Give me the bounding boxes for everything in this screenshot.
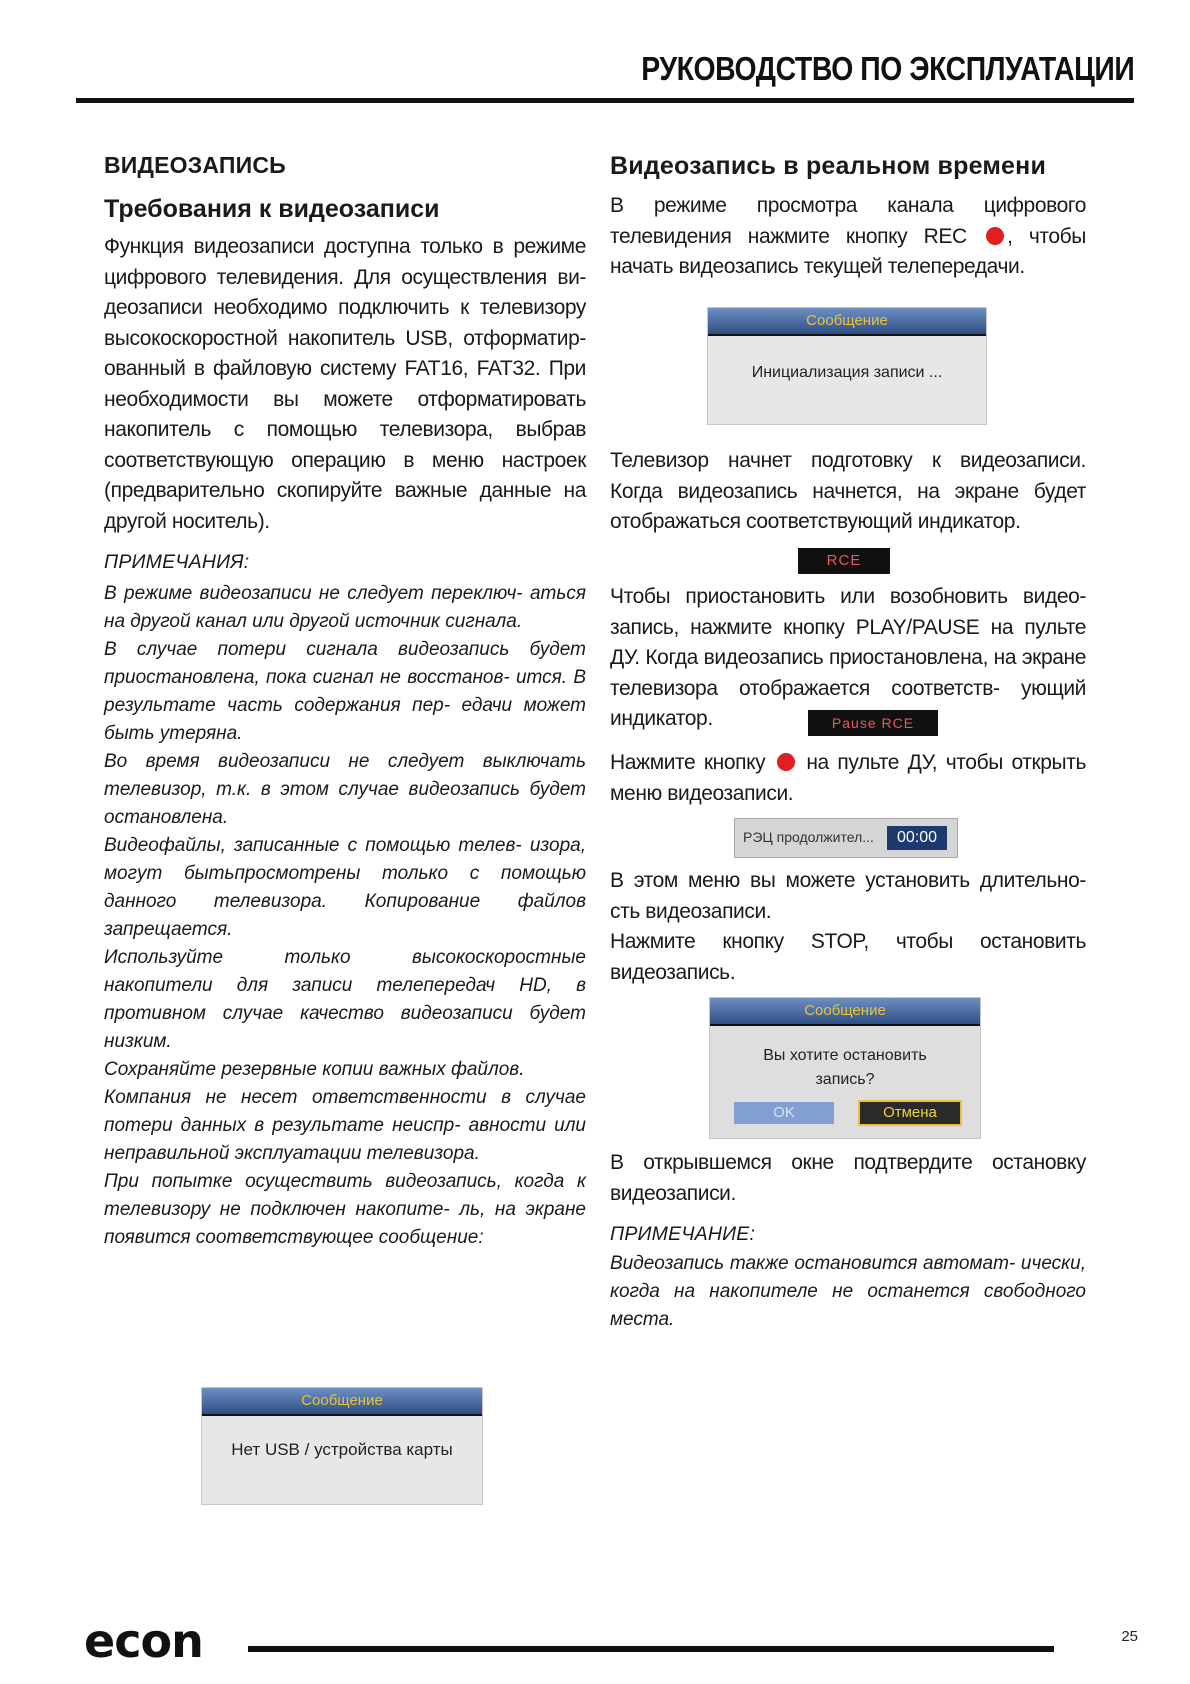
cancel-button[interactable]: Отмена xyxy=(858,1100,962,1126)
econ-logo: econ xyxy=(84,1614,203,1668)
document-title: РУКОВОДСТВО ПО ЭКСПЛУАТАЦИИ xyxy=(640,50,1134,87)
notes-list xyxy=(104,580,586,1252)
left-column xyxy=(104,152,586,1252)
note-item: При попытке осуществить видеозапись, когда к телевизору не подключен накопите- ль, на экране появится соответствующее сообщение: xyxy=(104,1171,586,1248)
note-item: Компания не несет ответственности в случае потери данных в результате неиспр- авности или неправильной эксплуатации телевизора. xyxy=(104,1087,586,1164)
page-number: 25 xyxy=(1121,1628,1138,1645)
note-item: Во время видеозаписи не следует выключать телевизор, т.к. в этом случае видеозапись будет остановлена. xyxy=(104,751,586,828)
stop-recording-dialog xyxy=(710,998,980,1138)
record-button-icon xyxy=(777,753,795,771)
rec-indicator: RCE xyxy=(798,548,890,574)
note-heading: ПРИМЕЧАНИЕ: xyxy=(610,1223,756,1245)
note-item: В случае потери сигнала видеозапись будет приостановлена, пока сигнал не восстанов- ится. В результате часть содержания пер- едачи может быть утеряна. xyxy=(104,639,586,744)
confirm-paragraph: В открывшемся окне подтвердите остановку видеозаписи. xyxy=(610,1151,1086,1205)
no-usb-dialog xyxy=(202,1388,482,1504)
duration-label: РЭЦ продолжител... xyxy=(743,829,874,845)
note-item: Используйте только высокоскоростные накопители для записи телепередач HD, в противном случае качество видеозаписи будет низким. xyxy=(104,947,586,1052)
dialog-title: Сообщение xyxy=(708,308,986,336)
prepare-paragraph: Телевизор начнет подготовку к видеозаписи. Когда видеозапись начнется, на экране будет отображаться соответствующий индикатор. xyxy=(610,449,1086,533)
notes-heading: ПРИМЕЧАНИЯ: xyxy=(104,551,250,573)
footer-rule xyxy=(248,1646,1054,1652)
dialog-message: Нет USB / устройства карты xyxy=(231,1440,453,1459)
menu-text-end: на пульте ДУ, чтобы открыть меню видеозаписи. xyxy=(610,751,1086,805)
dialog-title: Сообщение xyxy=(710,998,980,1026)
note-item: В режиме видеозаписи не следует переключ- аться на другой канал или другой источник сигнала. xyxy=(104,583,586,632)
right-column xyxy=(610,152,1086,283)
note-item: Сохраняйте резервные копии важных файлов. xyxy=(104,1059,525,1080)
right-column-part4 xyxy=(610,748,1086,809)
right-column-part5 xyxy=(610,866,1086,988)
requirements-paragraph: Функция видеозаписи доступна только в режиме цифрового телевидения. Для осуществления ви- деозаписи необходимо подключить к телевизору высокоскоростной накопитель USB, отформатир- ованный в файловую систему FAT16, FAT32. При необходимости вы можете отформатировать накопитель с помощью телевизора, выбрав соответствующую операцию в меню настроек (предварительно скопируйте важные данные на другой носитель). xyxy=(104,235,586,533)
menu-paragraph xyxy=(610,748,1086,809)
duration-value[interactable]: 00:00 xyxy=(887,826,947,850)
note-item: Видеофайлы, записанные с помощью телев- изора, могут бытьпросмотрены только с помощью данного телевизора. Копирование файлов запрещается. xyxy=(104,835,586,940)
rec-paragraph xyxy=(610,191,1086,283)
rec-text-end: , чтобы начать видеозапись текущей телепередачи. xyxy=(610,224,1086,278)
section-title: ВИДЕОЗАПИСЬ xyxy=(104,152,286,178)
header-rule xyxy=(76,98,1134,103)
note-text: Видеозапись также остановится автомат- ически, когда на накопителе не останется свободного места. xyxy=(610,1253,1086,1330)
right-column-part2 xyxy=(610,446,1086,538)
pause-indicator: Pause RCE xyxy=(808,710,938,736)
dialog-title: Сообщение xyxy=(202,1388,482,1416)
init-recording-dialog xyxy=(708,308,986,424)
dialog-message: Инициализация записи ... xyxy=(751,364,943,381)
duration-paragraph: В этом меню вы можете установить длительно- сть видеозаписи. xyxy=(610,869,1086,923)
ok-button[interactable]: OK xyxy=(734,1102,834,1124)
duration-menu xyxy=(734,818,958,858)
rec-text-start: В режиме просмотра канала цифрового телевидения нажмите кнопку REC xyxy=(610,194,1086,248)
pause-text: Чтобы приостановить или возобновить видео- запись, нажмите кнопку PLAY/PAUSE на пульте ДУ. Когда видеозапись приостановлена, на экране телевизора отображается соответств- ующий индикатор. xyxy=(610,585,1086,730)
section-title: Видеозапись в реальном времени xyxy=(610,152,1047,180)
record-button-icon xyxy=(986,227,1004,245)
subheading: Требования к видеозаписи xyxy=(104,195,440,223)
right-column-part6 xyxy=(610,1148,1086,1334)
stop-paragraph: Нажмите кнопку STOP, чтобы остановить видеозапись. xyxy=(610,930,1086,984)
dialog-message: Вы хотите остановить запись? xyxy=(763,1047,927,1088)
menu-text-start: Нажмите кнопку xyxy=(610,751,766,774)
